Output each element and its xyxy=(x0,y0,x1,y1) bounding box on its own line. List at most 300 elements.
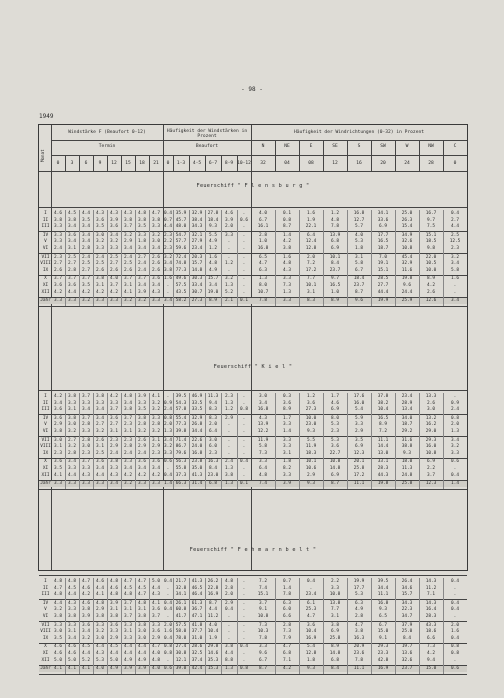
month-cell: VII xyxy=(41,254,50,260)
termin-value: 4.4 xyxy=(138,644,146,650)
beaufort-value: 77.3 xyxy=(175,422,187,428)
direction-data-rule xyxy=(419,578,420,674)
termin-value: 2.8 xyxy=(68,450,76,456)
beaufort-value: 27.9 xyxy=(191,239,203,245)
month-cell: X xyxy=(44,644,47,650)
termin-value: 2.3 xyxy=(124,422,132,428)
beaufort-value: 27.3 xyxy=(191,298,203,304)
termin-value: 4.2 xyxy=(82,592,90,598)
month-cell: XII xyxy=(41,472,50,478)
beaufort-value: 0.8 xyxy=(164,644,172,650)
beaufort-value: 47.1 xyxy=(191,614,203,619)
termin-value: 3.4 xyxy=(82,629,90,635)
beaufort-value: 2.3 xyxy=(225,394,233,399)
month-cell: IX xyxy=(42,450,49,456)
termin-value: 3.2 xyxy=(124,298,132,304)
termin-value: 3.2 xyxy=(96,429,104,434)
direction-value: 8.4 xyxy=(403,635,411,641)
direction-value: 5.8 xyxy=(451,267,459,273)
direction-value: 43.3 xyxy=(425,622,437,628)
termin-value: 2.7 xyxy=(138,254,146,260)
direction-data-rule xyxy=(419,393,420,489)
direction-col-rule xyxy=(443,140,444,171)
direction-data-rule xyxy=(347,210,348,306)
beaufort-value: 0.4 xyxy=(164,600,172,606)
direction-col-rule xyxy=(371,140,372,171)
termin-value: 3.3 xyxy=(54,298,62,304)
termin-hour-col: 12 xyxy=(111,161,117,166)
beaufort-data-rule xyxy=(173,210,174,306)
direction-value: 14.3 xyxy=(425,579,437,584)
direction-value: 0.8 xyxy=(283,217,291,223)
termin-value: 4.3 xyxy=(110,211,118,216)
termin-value: 3.3 xyxy=(96,481,104,487)
direction-value: 7.8 xyxy=(283,592,291,598)
direction-data-rule xyxy=(443,210,444,306)
beaufort-value: 20.3 xyxy=(191,254,203,260)
termin-value: 2.6 xyxy=(54,267,62,273)
direction-value: 0.7 xyxy=(283,579,291,584)
beaufort-value: 2.3 xyxy=(164,246,172,251)
beaufort-value: 30.7 xyxy=(191,289,203,295)
termin-value: 2.9 xyxy=(138,444,146,450)
termin-data-rule xyxy=(65,393,66,489)
termin-value: 5.3 xyxy=(96,657,104,663)
direction-value: 23.7 xyxy=(353,283,365,288)
table-row xyxy=(39,246,467,252)
beaufort-value: . xyxy=(166,585,170,591)
direction-value: 3.8 xyxy=(331,622,339,628)
direction-value: 3.9 xyxy=(283,481,291,487)
direction-value: 45.4 xyxy=(401,254,413,260)
termin-value: 4.7 xyxy=(138,579,146,584)
direction-value: 0.9 xyxy=(451,400,459,406)
beaufort-value: 0.4 xyxy=(164,472,172,478)
beaufort-value: 3.3 xyxy=(164,450,172,456)
termin-value: 2.3 xyxy=(82,450,90,456)
direction-col-rule xyxy=(419,140,420,171)
beaufort-value: 33.5 xyxy=(191,407,203,413)
direction-value: 24.8 xyxy=(401,472,413,478)
termin-value: 4.6 xyxy=(110,585,118,591)
beaufort-value: 1.3 xyxy=(225,481,233,487)
termin-value: 3.0 xyxy=(96,635,104,641)
termin-value: 4.8 xyxy=(68,579,76,584)
beaufort-value: 57.8 xyxy=(175,407,187,413)
direction-value: 10.1 xyxy=(329,254,341,260)
direction-value: 29.3 xyxy=(425,437,437,443)
direction-value: 23.7 xyxy=(401,666,413,672)
direction-value: 7.2 xyxy=(307,261,315,267)
termin-value: 3.3 xyxy=(82,481,90,487)
direction-data-rule xyxy=(443,578,444,674)
beaufort-col-rule xyxy=(221,155,222,171)
termin-value: 3.6 xyxy=(152,276,160,282)
direction-value: 10.7 xyxy=(257,289,269,295)
month-cell: XI xyxy=(42,466,49,471)
termin-value: 4.4 xyxy=(96,644,104,650)
direction-value: 1.6 xyxy=(283,254,291,260)
direction-value: 3.3 xyxy=(283,472,291,478)
beaufort-value: 2.4 xyxy=(225,459,233,465)
direction-value: . xyxy=(309,585,313,591)
beaufort-value: . xyxy=(242,267,246,273)
termin-value: 3.8 xyxy=(138,217,146,223)
direction-value: 0.4 xyxy=(451,579,459,584)
direction-value: 6.5 xyxy=(259,254,267,260)
direction-value: 6.0 xyxy=(283,607,291,613)
direction-value: . xyxy=(453,289,457,295)
direction-value: 3.4 xyxy=(451,298,459,304)
termin-value: 5.0 xyxy=(68,657,76,663)
direction-value: 0.4 xyxy=(451,635,459,641)
direction-value: 11.3 xyxy=(401,466,413,471)
termin-value: 2.5 xyxy=(96,261,104,267)
termin-value: 4.0 xyxy=(152,666,160,672)
termin-value: 3.1 xyxy=(110,429,118,434)
beaufort-value: . xyxy=(242,592,246,598)
beaufort-value: 4.4 xyxy=(209,607,217,613)
termin-value: 4.6 xyxy=(82,600,90,606)
direction-value: 3.4 xyxy=(451,261,459,267)
termin-value: 3.6 xyxy=(96,217,104,223)
table-row xyxy=(39,261,467,267)
direction-value: 0.1 xyxy=(283,211,291,216)
beaufort-value: 35.9 xyxy=(175,211,187,216)
direction-value: 16.7 xyxy=(425,211,437,216)
direction-value: 9.6 xyxy=(355,298,363,304)
direction-value: 2.9 xyxy=(307,472,315,478)
beaufort-data-rule xyxy=(221,393,222,489)
direction-value: 3.3 xyxy=(283,444,291,450)
beaufort-value: . xyxy=(242,283,246,288)
direction-value: 19.9 xyxy=(377,298,389,304)
beaufort-value: 41.3 xyxy=(191,579,203,584)
beaufort-value: 6.4 xyxy=(209,429,217,434)
beaufort-data-rule xyxy=(221,578,222,674)
direction-value: 3.5 xyxy=(355,437,363,443)
termin-value: 3.8 xyxy=(96,276,104,282)
beaufort-value: 71.4 xyxy=(175,437,187,443)
direction-value: 16.0 xyxy=(425,444,437,450)
termin-value: 2.7 xyxy=(110,261,118,267)
month-cell: V xyxy=(44,239,47,245)
beaufort-value: 2.3 xyxy=(209,450,217,456)
direction-value: 22.7 xyxy=(329,450,341,456)
direction-value: 12.3 xyxy=(353,450,365,456)
beaufort-value: . xyxy=(227,450,231,456)
direction-value: 10.4 xyxy=(305,629,317,635)
beaufort-value: 46.9 xyxy=(191,394,203,399)
direction-value: . xyxy=(453,394,457,399)
termin-data-rule xyxy=(93,210,94,306)
termin-col-rule xyxy=(135,155,136,171)
direction-value: 32.6 xyxy=(401,657,413,663)
direction-value: 6.4 xyxy=(307,232,315,238)
termin-value: 2.3 xyxy=(54,450,62,456)
direction-value: 0.4 xyxy=(451,607,459,613)
beaufort-value: . xyxy=(227,614,231,619)
direction-value: 2.6 xyxy=(427,400,435,406)
column-rule xyxy=(163,125,164,570)
direction-value: 3.8 xyxy=(283,246,291,251)
termin-value: 4.2 xyxy=(96,289,104,295)
termin-value: 3.1 xyxy=(54,444,62,450)
beaufort-value: . xyxy=(242,607,246,613)
beaufort-value: 0.4 xyxy=(164,211,172,216)
termin-value: 3.7 xyxy=(124,276,132,282)
climate-table xyxy=(38,124,468,672)
direction-value: 34.7 xyxy=(401,614,413,619)
termin-value: 3.0 xyxy=(82,444,90,450)
direction-value: 37.9 xyxy=(401,622,413,628)
termin-value: 3.1 xyxy=(124,629,132,635)
beaufort-value: 2.0 xyxy=(225,592,233,598)
beaufort-value: 19.0 xyxy=(207,289,219,295)
direction-value: 2.8 xyxy=(259,232,267,238)
direction-value: 3.1 xyxy=(307,289,315,295)
termin-value: 3.4 xyxy=(124,466,132,471)
termin-value: 3.2 xyxy=(68,444,76,450)
beaufort-value: 8.3 xyxy=(209,415,217,421)
direction-value: 2.4 xyxy=(451,407,459,413)
termin-value: 4.8 xyxy=(110,592,118,598)
direction-value: 38.2 xyxy=(377,400,389,406)
section-rule xyxy=(39,489,467,490)
direction-value: 13.4 xyxy=(401,407,413,413)
beaufort-value: 3.4 xyxy=(164,261,172,267)
direction-value: 11.1 xyxy=(353,666,365,672)
direction-value: 28.3 xyxy=(425,614,437,619)
termin-value: 4.4 xyxy=(82,211,90,216)
direction-value: 3.3 xyxy=(283,437,291,443)
termin-value: 2.4 xyxy=(124,254,132,260)
table-row xyxy=(39,601,467,607)
beaufort-value: 54.3 xyxy=(175,400,187,406)
direction-value: 6.9 xyxy=(331,246,339,251)
termin-value: 3.2 xyxy=(138,429,146,434)
termin-value: 3.3 xyxy=(138,400,146,406)
termin-value: 3.1 xyxy=(138,607,146,613)
direction-value: 3.4 xyxy=(259,400,267,406)
termin-value: 3.7 xyxy=(124,224,132,230)
termin-value: 3.7 xyxy=(110,407,118,413)
termin-value: 3.3 xyxy=(110,400,118,406)
termin-value: 2.6 xyxy=(152,254,160,260)
beaufort-value: 66.3 xyxy=(175,481,187,487)
termin-value: 5.2 xyxy=(82,657,90,663)
beaufort-value: 48.0 xyxy=(175,224,187,230)
beaufort-value: 0.8 xyxy=(164,415,172,421)
termin-value: 2.9 xyxy=(152,635,160,641)
direction-value: 9.6 xyxy=(259,651,267,656)
termin-value: 3.4 xyxy=(152,283,160,288)
direction-value: 16.1 xyxy=(257,224,269,230)
termin-value: 3.3 xyxy=(124,635,132,641)
direction-value: 6.9 xyxy=(355,444,363,450)
table-row xyxy=(39,276,467,282)
table-row xyxy=(39,651,467,657)
termin-value: 3.0 xyxy=(138,635,146,641)
beaufort-value: 4.9 xyxy=(209,267,217,273)
termin-value: 3.3 xyxy=(82,400,90,406)
direction-value: 7.4 xyxy=(259,481,267,487)
direction-value: 1.6 xyxy=(451,629,459,635)
termin-value: 2.3 xyxy=(54,254,62,260)
termin-value: 3.0 xyxy=(96,232,104,238)
table-row xyxy=(39,438,467,444)
termin-value: 4.6 xyxy=(96,579,104,584)
direction-value: 23.6 xyxy=(353,651,365,656)
beaufort-value: 45.7 xyxy=(175,217,187,223)
beaufort-value: 60.8 xyxy=(175,607,187,613)
beaufort-value: 6.0 xyxy=(209,444,217,450)
direction-value: 10.8 xyxy=(329,592,341,598)
table-row xyxy=(39,658,467,664)
direction-value: 4.2 xyxy=(427,651,435,656)
termin-value: 4.6 xyxy=(68,651,76,656)
termin-value: 2.3 xyxy=(124,437,132,443)
termin-col-rule xyxy=(65,155,66,171)
month-cell: Jahr xyxy=(40,666,51,672)
table-row xyxy=(39,233,467,239)
termin-value: 3.2 xyxy=(124,481,132,487)
direction-value: 42.8 xyxy=(377,657,389,663)
beaufort-value: . xyxy=(242,444,246,450)
direction-value: 7.2 xyxy=(379,429,387,434)
direction-value: 3.3 xyxy=(283,422,291,428)
termin-value: 4.8 xyxy=(54,579,62,584)
termin-value: 3.7 xyxy=(152,614,160,619)
termin-value: 3.3 xyxy=(152,298,160,304)
beaufort-value: 27.8 xyxy=(207,211,219,216)
direction-value: 9.8 xyxy=(427,246,435,251)
termin-value: 3.2 xyxy=(96,239,104,245)
termin-value: 3.9 xyxy=(124,666,132,672)
termin-data-rule xyxy=(107,578,108,674)
table-row xyxy=(39,666,467,672)
direction-value: 1.4 xyxy=(283,429,291,434)
haeufigkeit-richtung-header: Häufigkeit der Windrichtungen (0-32) in Prozent xyxy=(294,130,424,135)
termin-value: 3.4 xyxy=(152,246,160,251)
direction-name-col: NE xyxy=(284,144,290,149)
direction-value: 0.8 xyxy=(451,651,459,656)
direction-value: 19.7 xyxy=(401,644,413,650)
beaufort-value: 12.1 xyxy=(175,657,187,663)
beaufort-value: . xyxy=(227,429,231,434)
termin-value: 3.6 xyxy=(54,407,62,413)
direction-value: 13.6 xyxy=(401,651,413,656)
direction-value: 27.3 xyxy=(305,407,317,413)
direction-value: 3.3 xyxy=(331,585,339,591)
direction-value: 0.8 xyxy=(451,415,459,421)
direction-code-col: 28 xyxy=(428,161,434,166)
beaufort-value: 0.6 xyxy=(164,459,172,465)
termin-hour-col: 15 xyxy=(125,161,131,166)
table-row xyxy=(39,444,467,450)
direction-value: 0.4 xyxy=(307,579,315,584)
direction-data-rule xyxy=(371,210,372,306)
beaufort-value: . xyxy=(242,415,246,421)
beaufort-value: 32.9 xyxy=(191,415,203,421)
direction-value: 3.3 xyxy=(355,422,363,428)
beaufort-value: 24.0 xyxy=(191,444,203,450)
beaufort-value: 2.1 xyxy=(225,298,233,304)
beaufort-value: 8.4 xyxy=(209,466,217,471)
direction-code-col: 16 xyxy=(356,161,362,166)
termin-value: 4.1 xyxy=(152,600,160,606)
termin-data-rule xyxy=(149,578,150,674)
direction-name-col: E xyxy=(309,144,313,149)
section-rule xyxy=(39,207,467,208)
termin-value: 2.8 xyxy=(68,267,76,273)
termin-hour-col: 9 xyxy=(98,161,102,166)
direction-value: 16.9 xyxy=(305,635,317,641)
beaufort-col: 10-12 xyxy=(237,161,251,166)
termin-value: 3.1 xyxy=(96,283,104,288)
termin-value: 3.1 xyxy=(68,246,76,251)
direction-value: 1.7 xyxy=(283,415,291,421)
direction-value: 4.6 xyxy=(331,400,339,406)
beaufort-value: 59.6 xyxy=(175,246,187,251)
direction-value: 1.6 xyxy=(451,276,459,282)
direction-value: 10.6 xyxy=(305,466,317,471)
termin-value: 3.3 xyxy=(68,622,76,628)
direction-value: 17.2 xyxy=(305,267,317,273)
direction-value: 6.9 xyxy=(331,407,339,413)
direction-value: 44.4 xyxy=(377,289,389,295)
beaufort-value: . xyxy=(242,224,246,230)
direction-value: 8.7 xyxy=(283,224,291,230)
direction-value: 10.1 xyxy=(305,459,317,465)
direction-value: 0.6 xyxy=(451,459,459,465)
termin-value: 3.8 xyxy=(152,217,160,223)
termin-value: 2.6 xyxy=(152,261,160,267)
beaufort-value: 14.6 xyxy=(207,651,219,656)
termin-value: 2.6 xyxy=(96,437,104,443)
termin-value: 4.7 xyxy=(82,579,90,584)
beaufort-value: 34.4 xyxy=(191,429,203,434)
termin-value: 4.0 xyxy=(96,666,104,672)
direction-value: 3.2 xyxy=(451,444,459,450)
direction-value: 4.3 xyxy=(259,415,267,421)
termin-value: 4.5 xyxy=(68,211,76,216)
direction-value: 14.3 xyxy=(425,600,437,606)
month-cell: II xyxy=(42,217,49,223)
termin-value: 3.5 xyxy=(96,224,104,230)
beaufort-value: 2.0 xyxy=(225,224,233,230)
beaufort-value: . xyxy=(166,657,170,663)
direction-value: 32.9 xyxy=(401,261,413,267)
termin-value: 3.8 xyxy=(110,614,118,619)
direction-value: 10.4 xyxy=(377,407,389,413)
beaufort-value: . xyxy=(242,585,246,591)
table-row xyxy=(39,394,467,400)
direction-value: 6.8 xyxy=(283,651,291,656)
direction-value: 15.0 xyxy=(377,629,389,635)
table-row xyxy=(39,283,467,289)
termin-data-rule xyxy=(135,210,136,306)
beaufort-value: 11.2 xyxy=(207,614,219,619)
direction-value: 6.9 xyxy=(331,472,339,478)
direction-data-rule xyxy=(395,393,396,489)
direction-value: 1.3 xyxy=(451,429,459,434)
termin-value: 4.7 xyxy=(152,211,160,216)
beaufort-value: . xyxy=(227,635,231,641)
direction-value: 15.7 xyxy=(401,592,413,598)
termin-value: 3.3 xyxy=(54,481,62,487)
beaufort-value: 8.7 xyxy=(209,600,217,606)
